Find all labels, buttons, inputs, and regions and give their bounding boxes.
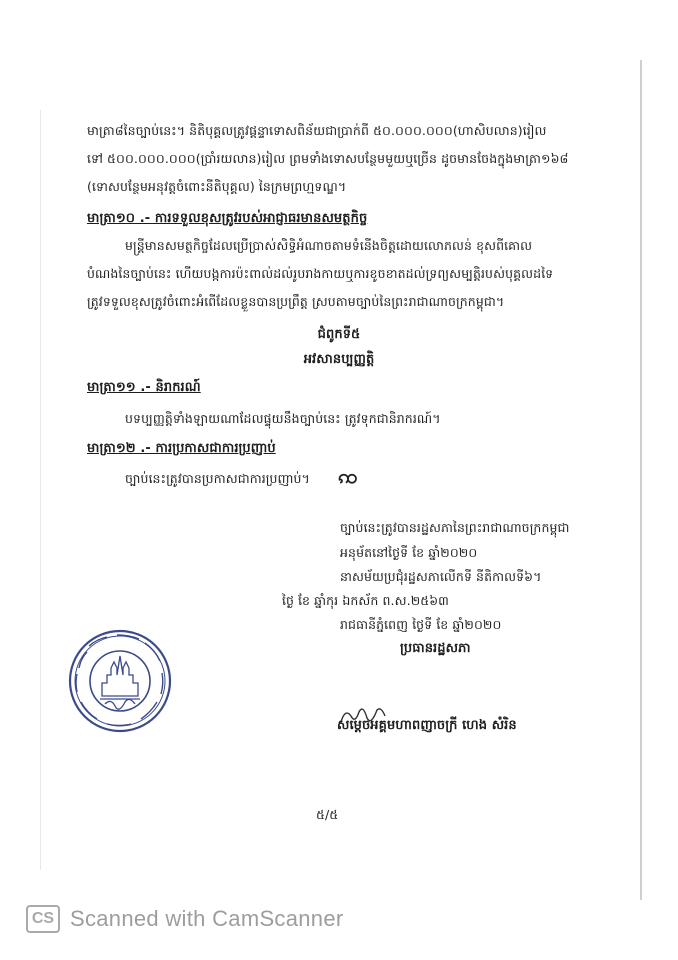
camscanner-text: Scanned with CamScanner (70, 906, 344, 931)
scan-edge-left (40, 110, 41, 870)
adoption-line1: ច្បាប់នេះត្រូវបានរដ្ឋសភានៃព្រះរាជាណាចក្រកម្ពុជា (340, 520, 570, 535)
initial-mark: ꩡ (338, 464, 358, 488)
adoption-line4: ថ្ងៃ ខែ ឆ្នាំកុរ ឯកស័ក ព.ស.២៥៦៣ (282, 593, 449, 608)
article11-body: បទប្បញ្ញត្តិទាំងឡាយណាដែលផ្ទុយនឹងច្បាប់នេះ ត្រូវទុកជានិរាករណ៍។ (125, 411, 441, 426)
adoption-line5: រាជធានីភ្នំពេញ ថ្ងៃទី ខែ ឆ្នាំ២០២០ (340, 617, 502, 632)
scan-edge-right (640, 60, 642, 900)
camscanner-watermark (26, 905, 344, 933)
signer-title: ប្រធានរដ្ឋសភា (400, 641, 471, 656)
page-number: ៥/៥ (316, 807, 339, 822)
national-assembly-seal (67, 628, 173, 734)
chapter-title: អវសានប្បញ្ញត្តិ (303, 352, 375, 367)
camscanner-logo-icon: CS (26, 905, 60, 933)
article9-line1: មាត្រា៨នៃច្បាប់នេះ។ និតិបុគ្គលត្រូវផ្ដន្ទាទោសពិន័យជាប្រាក់ពី ៥០.០០០.០០០(ហាសិបលាន)រៀល (87, 123, 547, 138)
article10-line1: មន្ត្រីមានសមត្ថកិច្ចដែលប្រើប្រាស់សិទ្ធិអំណាចតាមទំនើងចិត្តដោយលោភលន់ ខុសពីគោល (125, 238, 533, 253)
signer-name: សម្តេចអគ្គមហាពញាចក្រី ហេង សំរិន (337, 718, 517, 733)
article12-body: ច្បាប់នេះត្រូវបានប្រកាសជាការប្រញាប់។ (125, 471, 310, 486)
chapter-number: ជំពូកទី៥ (317, 327, 361, 342)
article10-line3: ត្រូវទទួលខុសត្រូវចំពោះអំពើដែលខ្លួនបានប្រព្រឹត្ត ស្របតាមច្បាប់នៃព្រះរាជាណាចក្រកម្ពុជា។ (87, 294, 505, 309)
adoption-line3: នាសម័យប្រជុំរដ្ឋសភាលើកទី នីតិកាលទី៦។ (340, 569, 542, 584)
article9-line2: ទៅ ៥០០.០០០.០០០(ប្រាំរយលាន)រៀល ព្រមទាំងទោសបន្ថែមមួយឬច្រើន ដូចមានចែងក្នុងមាត្រា១៦៨ (87, 151, 569, 166)
article11-heading: មាត្រា១១ .- និរាករណ៍ (87, 380, 201, 395)
article10-line2: បំណងនៃច្បាប់នេះ ហើយបង្កការប៉ះពាល់ដល់រូបរាងកាយឬការខូចខាតដល់ទ្រព្យសម្បត្តិរបស់បុគ្គលដទៃ (87, 266, 554, 281)
article9-line3: (ទោសបន្ថែមអនុវត្តចំពោះនីតិបុគ្គល) នៃក្រមព្រហ្មទណ្ឌ។ (87, 179, 347, 194)
article10-heading: មាត្រា១០ .- ការទទួលខុសត្រូវរបស់អាជ្ញាធរមានសមត្ថកិច្ច (87, 211, 368, 226)
adoption-line2: អនុម័តនៅថ្ងៃទី ខែ ឆ្នាំ២០២០ (340, 545, 478, 560)
article12-heading: មាត្រា១២ .- ការប្រកាសជាការប្រញាប់ (87, 441, 276, 456)
